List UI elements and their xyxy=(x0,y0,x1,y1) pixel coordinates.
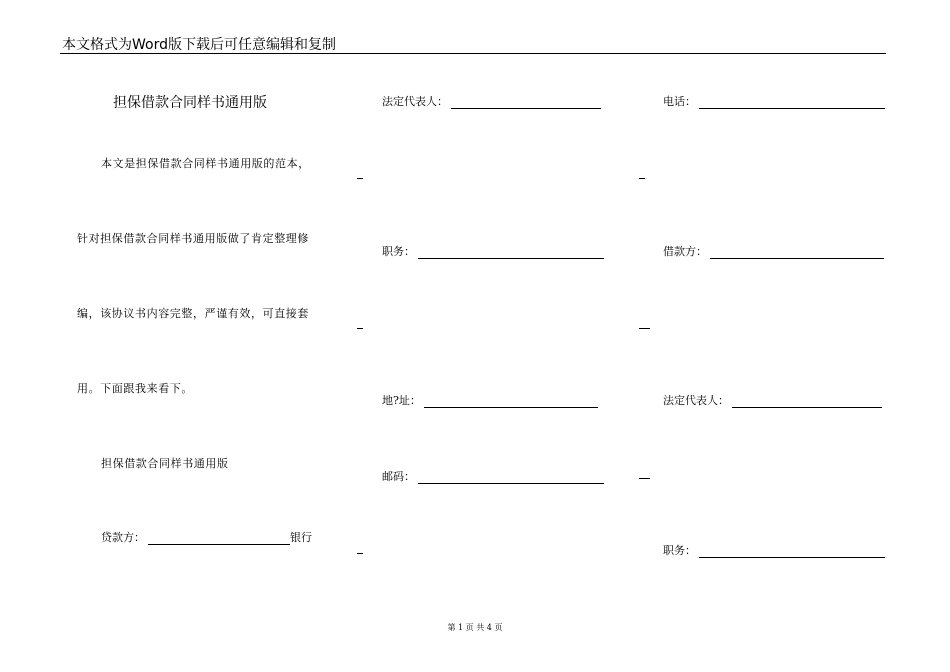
borrower-legal-rep-field xyxy=(663,392,882,408)
postcode-field xyxy=(382,468,604,484)
position-blank-line xyxy=(418,246,604,259)
borrower-position-blank-line xyxy=(699,545,885,558)
address-blank-line xyxy=(424,395,598,408)
document-title: 担保借款合同样书通用版 xyxy=(113,95,267,111)
borrower-blank-line xyxy=(710,246,884,259)
bank-suffix: 银行 xyxy=(290,531,312,544)
borrower-position-label: 职务： xyxy=(663,544,696,557)
column-mark xyxy=(639,328,650,329)
borrower-label: 借款方： xyxy=(663,245,707,258)
phone-blank-line xyxy=(699,96,885,109)
postcode-blank-line xyxy=(418,471,604,484)
borrower-position-field xyxy=(663,542,885,558)
intro-paragraph-line-4: 用。下面跟我来看下。 xyxy=(77,382,193,395)
position-field xyxy=(382,243,604,259)
phone-field xyxy=(663,93,885,109)
position-label: 职务： xyxy=(382,245,415,258)
legal-rep-label: 法定代表人： xyxy=(382,95,448,108)
address-label: 地?址： xyxy=(382,394,421,407)
legal-rep-field xyxy=(382,93,601,109)
lender-field xyxy=(101,529,312,545)
borrower-legal-rep-blank-line xyxy=(732,395,882,408)
intro-paragraph-line-3: 编，该协议书内容完整，严谨有效，可直接套 xyxy=(77,307,309,320)
borrower-legal-rep-label: 法定代表人： xyxy=(663,394,729,407)
page-number-footer: 第 1 页 共 4 页 xyxy=(447,623,503,632)
intro-paragraph-line-2: 针对担保借款合同样书通用版做了肯定整理修 xyxy=(77,232,309,245)
column-mark xyxy=(357,178,363,179)
legal-rep-blank-line xyxy=(451,96,601,109)
column-mark xyxy=(639,178,645,179)
borrower-field xyxy=(663,243,884,259)
contract-subtitle: 担保借款合同样书通用版 xyxy=(101,457,229,470)
intro-paragraph-line-1: 本文是担保借款合同样书通用版的范本， xyxy=(101,157,310,170)
header-divider xyxy=(60,53,886,54)
lender-label: 贷款方： xyxy=(101,531,145,544)
postcode-label: 邮码： xyxy=(382,470,415,483)
column-mark xyxy=(357,553,363,554)
address-field xyxy=(382,392,598,408)
column-mark xyxy=(357,328,363,329)
column-mark xyxy=(639,478,650,479)
page-header: 本文格式为Word版下载后可任意编辑和复制 xyxy=(62,37,336,53)
phone-label: 电话： xyxy=(663,95,696,108)
lender-blank-line xyxy=(148,532,290,545)
